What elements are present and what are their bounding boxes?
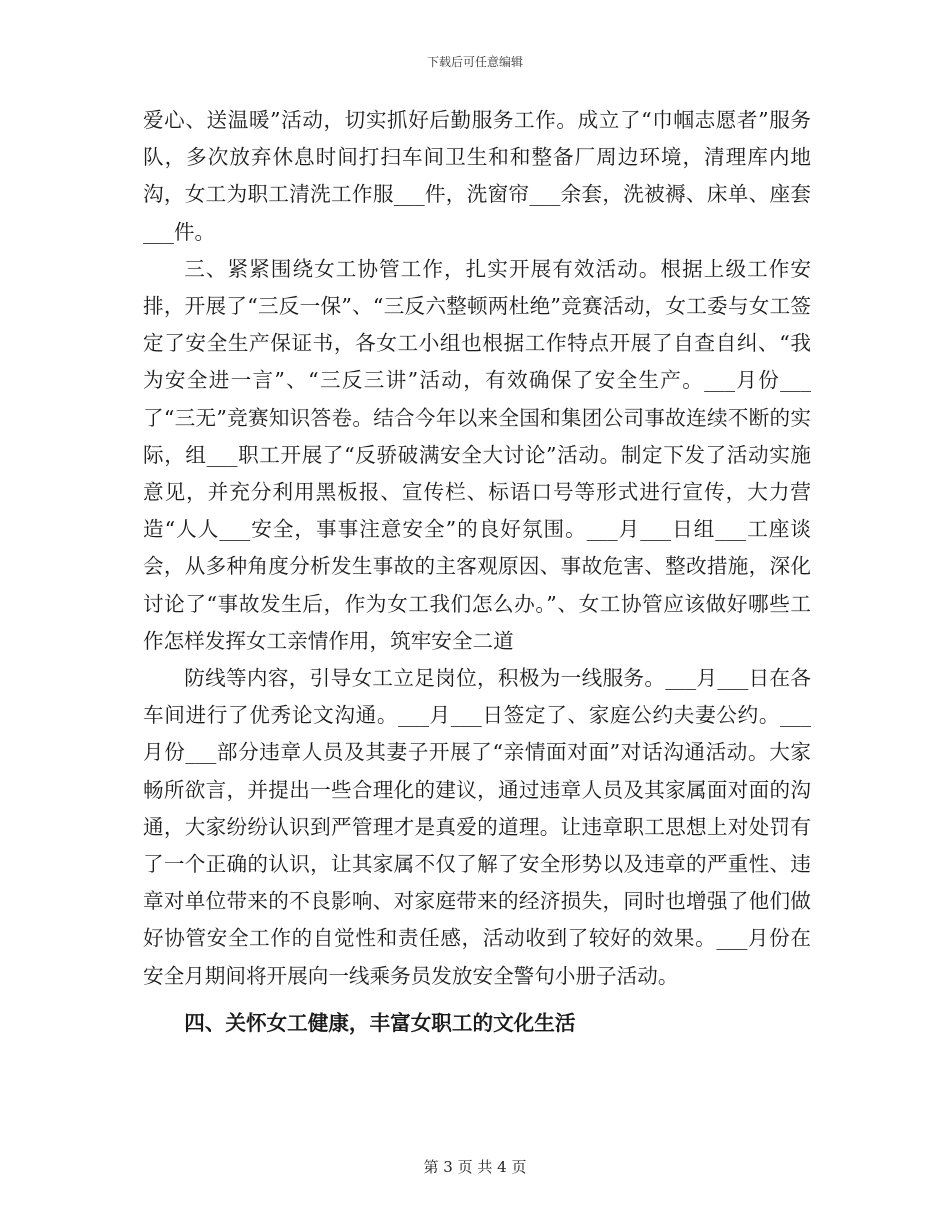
paragraph-section-three: 三、紧紧围绕女工协管工作，扎实开展有效活动。根据上级工作安排，开展了“三反一保”、“三反六整顿两杜绝”竞赛活动，女工委与女工签定了安全生产保证书，各女工小组也根据工作特点开展了自查自纠、“我为安全进一言”、“三反三讲”活动，有效确保了安全生产。___月份___了“三无”竞赛知识答卷。结合今年以来全国和集团公司事故连续不断的实际，组___职工开展了“反骄破满安全大讨论”活动。制定下发了活动实施意见，并充分利用黑板报、宣传栏、标语口号等形式进行宣传，大力营造“人人___安全，事事注意安全”的良好氛围。___月___日组___工座谈会，从多种角度分析发生事故的主客观原因、事故危害、整改措施，深化讨论了“事故发生后，作为女工我们怎么办。”、女工协管应该做好哪些工作怎样发挥女工亲情作用，筑牢安全二道: [143, 256, 811, 653]
page-header-note: 下载后可任意编辑: [426, 55, 523, 69]
document-body: [143, 102, 811, 1042]
paragraph-continuation: 爱心、送温暖”活动，切实抓好后勤服务工作。成立了“巾帼志愿者”服务队，多次放弃休息时间打扫车间卫生和和整备厂周边环境，清理库内地沟，女工为职工清洗工作服___件，洗窗帘___余套，洗被褥、床单、座套___件。: [143, 108, 811, 244]
paragraph-defense-line: 防线等内容，引导女工立足岗位，积极为一线服务。___月___日在各车间进行了优秀论文沟通。___月___日签定了、家庭公约夫妻公约。___月份___部分违章人员及其妻子开展了“亲情面对面”对话沟通活动。大家畅所欲言，并提出一些合理化的建议，通过违章人员及其家属面对面的沟通，大家纷纷认识到严管理才是真爱的道理。让违章职工思想上对处罚有了一个正确的认识，让其家属不仅了解了安全形势以及违章的严重性、违章对单位带来的不良影响、对家庭带来的经济损失，同时也增强了他们做好协管安全工作的自觉性和责任感，活动收到了较好的效果。___月份在安全月期间将开展向一线乘务员发放安全警句小册子活动。: [143, 666, 811, 988]
page-number: 第 3 页 共 4 页: [423, 1158, 527, 1176]
section-heading: 四、关怀女工健康，丰富女职工的文化生活: [184, 1010, 576, 1035]
